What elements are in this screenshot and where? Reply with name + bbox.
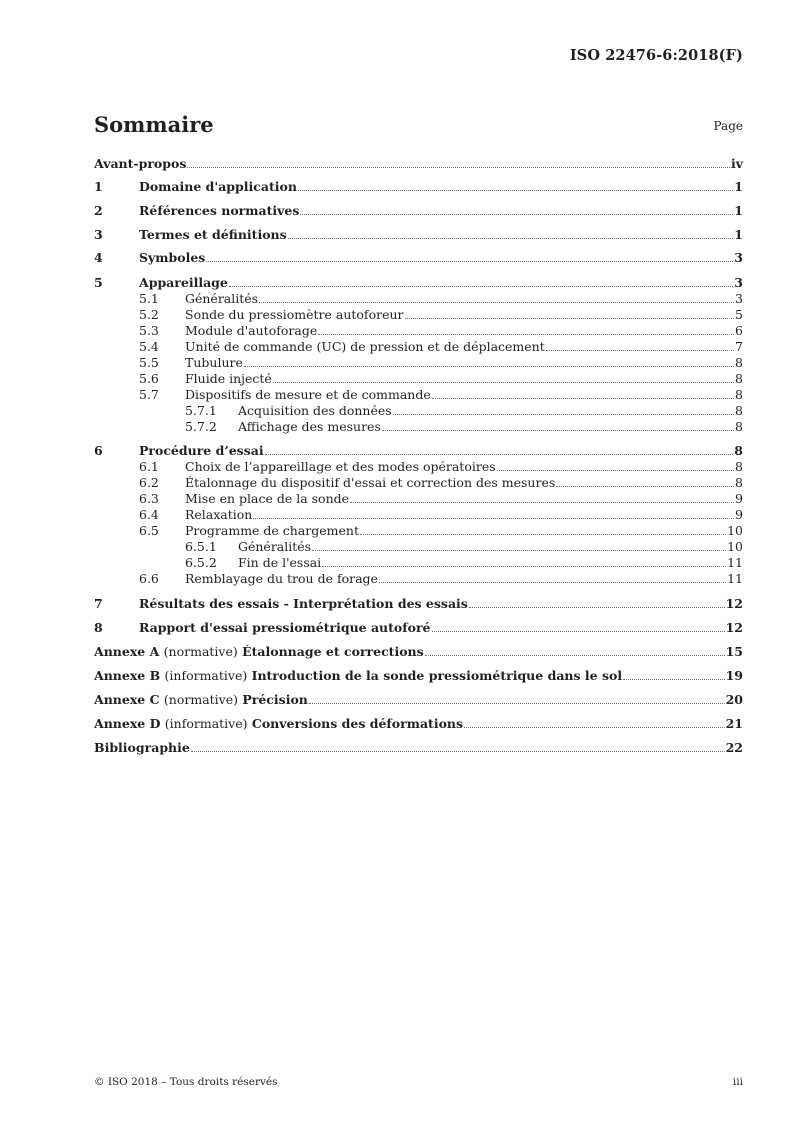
toc-entry-label: Bibliographie [94,740,190,755]
toc-entry-number: 6.3 [139,491,159,506]
toc-entry-label: Généralités [185,291,259,306]
toc-entry-number: 5 [94,275,103,290]
toc-entry-label: Références normatives [139,203,300,218]
toc-leader-dots [206,260,733,262]
toc-leader-dots [253,517,734,519]
toc-entry-label: Avant-propos [94,156,187,171]
toc-entry-page: 8 [735,371,743,386]
toc-entry-label: Acquisition des données [238,403,392,418]
toc-entry-page: 6 [735,323,743,338]
toc-entry-label: Appareillage [139,275,228,290]
toc-entry-number: 6.5 [139,523,159,538]
toc-entry-page: 11 [727,571,743,586]
toc-entry[interactable] [94,491,743,506]
toc-entry-page: 1 [734,179,743,194]
toc-entry-number: 5.7.2 [185,419,217,434]
toc-leader-dots [379,581,726,583]
toc-entry-number: 5.1 [139,291,159,306]
toc-entry-page: 22 [725,740,743,755]
toc-leader-dots [469,606,725,608]
toc-entry-page: 19 [725,668,743,683]
toc-entry-label: Annexe D (informative) Conversions des déformations [94,716,464,731]
toc-entry-number: 3 [94,227,103,242]
toc-entry-page: 11 [727,555,743,570]
toc-entry-page: 9 [735,491,743,506]
toc-leader-dots [244,365,734,367]
toc-entry-label: Dispositifs de mesure et de commande [185,387,431,402]
page-number: iii [732,1076,743,1088]
toc-entry[interactable] [94,179,743,194]
toc-entry[interactable] [94,523,743,538]
toc-entry[interactable] [94,323,743,338]
toc-entry-label: Annexe A (normative) Étalonnage et corrections [94,644,424,659]
toc-entry[interactable] [94,227,743,242]
toc-leader-dots [273,381,734,383]
toc-entry-page: 10 [727,539,743,554]
toc-leader-dots [298,189,733,191]
toc-leader-dots [350,501,734,503]
toc-entry[interactable] [94,339,743,354]
toc-leader-dots [497,469,734,471]
toc-leader-dots [259,301,734,303]
toc-entry[interactable] [94,291,743,306]
toc-title-row [94,112,743,142]
toc-entry-label: Résultats des essais - Interprétation des essais [139,596,468,611]
toc-entry[interactable] [94,459,743,474]
toc-entry[interactable] [94,596,743,611]
toc-entry-page: 1 [734,227,743,242]
toc-entry-number: 5.7.1 [185,403,217,418]
toc-leader-dots [405,317,735,319]
toc-leader-dots [464,726,725,728]
toc-entry[interactable] [94,403,743,418]
toc-entry-page: 10 [727,523,743,538]
toc-entry[interactable] [94,716,743,731]
toc-leader-dots [187,166,730,168]
toc-leader-dots [322,565,726,567]
toc-leader-dots [309,702,725,704]
toc-entry-number: 6.6 [139,571,159,586]
toc-entry-number: 1 [94,179,103,194]
toc-entry-number: 2 [94,203,103,218]
toc-entry-page: 8 [735,403,743,418]
toc-entry-page: 1 [734,203,743,218]
toc-entry-label: Programme de chargement [185,523,359,538]
toc-entry-label: Annexe B (informative) Introduction de la sonde pressiométrique dans le sol [94,668,623,683]
toc-entry[interactable] [94,692,743,707]
toc-leader-dots [300,213,733,215]
toc-entry-label: Mise en place de la sonde [185,491,350,506]
toc-entry-number: 5.7 [139,387,159,402]
toc-leader-dots [318,333,734,335]
toc-leader-dots [546,349,734,351]
toc-entry-number: 8 [94,620,103,635]
toc-entry-label: Remblayage du trou de forage [185,571,378,586]
toc-entry-page: 21 [725,716,743,731]
toc-entry-label: Unité de commande (UC) de pression et de déplacement [185,339,545,354]
toc-entry-label: Termes et définitions [139,227,287,242]
toc-entry-page: 3 [734,275,743,290]
toc-entry-number: 5.2 [139,307,159,322]
toc-entry-page: 5 [735,307,743,322]
toc-entry-number: 5.3 [139,323,159,338]
toc-entry-label: Relaxation [185,507,253,522]
toc-entry-number: 6.2 [139,475,159,490]
copyright-notice: © ISO 2018 – Tous droits réservés [94,1076,278,1088]
toc-entry[interactable] [94,307,743,322]
toc-entry[interactable] [94,475,743,490]
toc-entry[interactable] [94,419,743,434]
page-title: Sommaire [94,112,214,137]
toc-entry-page: 12 [725,620,743,635]
toc-leader-dots [556,485,734,487]
toc-entry[interactable] [94,203,743,218]
toc-entry-number: 4 [94,250,103,265]
toc-entry[interactable] [94,740,743,755]
toc-entry-number: 6.1 [139,459,159,474]
toc-entry[interactable] [94,443,743,458]
toc-leader-dots [312,549,726,551]
toc-entry-page: 3 [734,250,743,265]
toc-entry-label: Tubulure [185,355,243,370]
toc-entry-number: 6 [94,443,103,458]
toc-entry-number: 6.5.2 [185,555,217,570]
toc-entry-label: Symboles [139,250,206,265]
toc-entry-page: 8 [735,419,743,434]
toc-entry[interactable] [94,555,743,570]
toc-entry-label: Rapport d'essai pressiométrique autoforé [139,620,431,635]
toc-entry-page: 8 [735,355,743,370]
toc-entry-page: 12 [725,596,743,611]
toc-entry[interactable] [94,507,743,522]
toc-leader-dots [288,237,734,239]
toc-entry-number: 6.4 [139,507,159,522]
toc-entry[interactable] [94,275,743,290]
toc-entry-page: 8 [735,459,743,474]
toc-leader-dots [229,285,733,287]
toc-entry[interactable] [94,387,743,402]
page-column-label: Page [713,119,743,133]
toc-entry[interactable] [94,571,743,586]
toc-entry-number: 5.4 [139,339,159,354]
toc-entry-number: 5.5 [139,355,159,370]
toc-entry-page: 3 [735,291,743,306]
toc-leader-dots [265,453,734,455]
toc-entry-label: Procédure d’essai [139,443,264,458]
toc-entry-number: 6.5.1 [185,539,217,554]
toc-entry-label: Sonde du pressiomètre autoforeur [185,307,404,322]
toc-entry-label: Choix de l’appareillage et des modes opératoires [185,459,496,474]
toc-leader-dots [382,429,734,431]
toc-entry[interactable] [94,156,743,171]
toc-entry-label: Affichage des mesures [238,419,381,434]
toc-entry-page: 9 [735,507,743,522]
document-code: ISO 22476-6:2018(F) [569,47,743,64]
toc-entry-label: Fluide injecté [185,371,272,386]
toc-entry[interactable] [94,371,743,386]
toc-entry-page: 8 [735,475,743,490]
toc-entry-page: 8 [734,443,743,458]
toc-leader-dots [425,654,725,656]
toc-entry-label: Généralités [238,539,312,554]
toc-entry-page: 15 [725,644,743,659]
toc-leader-dots [432,397,734,399]
toc-leader-dots [393,413,734,415]
toc-entry-label: Annexe C (normative) Précision [94,692,308,707]
toc-leader-dots [191,750,725,752]
toc-entry[interactable] [94,620,743,635]
toc-entry[interactable] [94,668,743,683]
toc-entry[interactable] [94,539,743,554]
toc-entry-label: Module d'autoforage [185,323,318,338]
toc-leader-dots [360,533,726,535]
toc-entry-number: 5.6 [139,371,159,386]
toc-entry[interactable] [94,250,743,265]
toc-entry-label: Domaine d'application [139,179,297,194]
toc-entry-page: 8 [735,387,743,402]
toc-entry-number: 7 [94,596,103,611]
toc-leader-dots [623,678,725,680]
toc-entry-label: Étalonnage du dispositif d'essai et correction des mesures [185,475,556,490]
toc-entry[interactable] [94,355,743,370]
toc-entry-page: iv [730,156,743,171]
toc-entry[interactable] [94,644,743,659]
toc-entry-page: 20 [725,692,743,707]
toc-entry-label: Fin de l'essai [238,555,322,570]
toc-leader-dots [432,630,725,632]
toc-entry-page: 7 [735,339,743,354]
